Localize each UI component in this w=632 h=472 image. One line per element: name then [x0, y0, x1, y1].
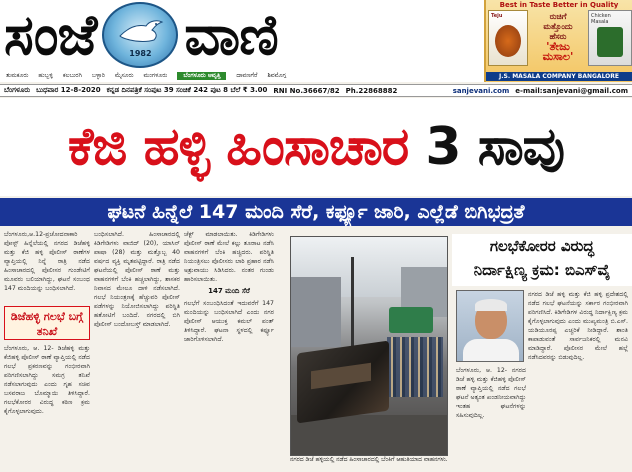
city-label: ಶಿವಮೊಗ್ಗ	[267, 71, 287, 79]
cm-story-lead-column	[456, 366, 526, 472]
masthead-title	[4, 2, 480, 68]
main-headline[interactable]	[0, 98, 632, 196]
masala-pack-image	[488, 10, 528, 66]
ad-line: ಮತ್ತೊಂದು	[543, 22, 573, 31]
city-label: ತುಮಕೂರು	[6, 71, 29, 79]
crowd-image	[387, 337, 443, 397]
article-text: ಬೆಂಗಳೂರು,ಆ.12-ಪ್ರಚೋದನಾಕಾರಿ ಪೋಸ್ಟ್ ಹಿನ್ನೆಲೆಯಲ್ಲಿ ನಗರದ ಡಿಜೆಹಳ್ಳಿ ಮತ್ತು ಕೆಜಿ ಹಳ್ಳಿ ಪೊಲೀಸ್ ಠಾಣೆಗಳ ವ್ಯಾಪ್ತಿಯಲ್ಲಿ ನಿನ್ನೆ ರಾತ್ರಿ ನಡೆದ ಹಿಂಸಾಚಾರದಲ್ಲಿ ಪೊಲೀಸರ ಗುಂಡೇಟಿಗೆ ಮೂವರು ಬಲಿಯಾಗಿದ್ದು, ಘಟನೆ ಸಂಬಂಧ 147 ಮಂದಿಯನ್ನು ಬಂಧಿಸಲಾಗಿದೆ.	[4, 231, 90, 292]
article-text: ಗಲಭೆಗೆ ಸಂಬಂಧಿಸಿದಂತೆ ಇದುವರೆಗೆ 147 ಮಂದಿಯನ್ನು ಬಂಧಿಸಲಾಗಿದೆ ಎಂದು ನಗರ ಪೊಲೀಸ್ ಆಯುಕ್ತ ಕಮಲ್ ಪಂತ್ ತಿಳಿಸಿದ್ದಾರೆ. ಘಟನಾ ಸ್ಥಳದಲ್ಲಿ ಕರ್ಫ್ಯೂ ಜಾರಿಗೊಳಿಸಲಾಗಿದೆ.	[184, 300, 274, 343]
rni-number: RNI No.36667/82	[273, 86, 340, 95]
dateline-city: ಬೆಂಗಳೂರು	[4, 86, 31, 94]
article-column-3	[184, 230, 274, 472]
edition-tag: ಬೆಂಗಳೂರು ಆವೃತ್ತಿ	[177, 72, 226, 80]
city-label: ಮೈಸೂರು	[114, 71, 134, 79]
cm-story-lead-text: ಬೆಂಗಳೂರು, ಆ. 12- ನಗರದ ಡಿಜೆ ಹಳ್ಳಿ ಮತ್ತು ಕೆಜಿಹಳ್ಳಿ ಪೊಲೀಸ್ ಠಾಣೆ ವ್ಯಾಪ್ತಿಯಲ್ಲಿ ನಡೆದ ಗಲಭೆ ಘಟನೆ ಅತ್ಯಂತ ಖಂಡನೀಯವಾಗಿದ್ದು ಇಂತಹ ಘಟನೆಗಳನ್ನು ಸಹಿಸುವುದಿಲ್ಲ.	[456, 367, 526, 419]
bus-image	[389, 307, 433, 333]
logo-year: 1982	[129, 49, 152, 58]
side-story-column	[4, 344, 90, 472]
city-label: ದಾವಣಗೆರೆ	[236, 71, 258, 79]
pack-graphic-icon	[495, 25, 521, 57]
dateline-details: ಕನ್ನಡ ದಿನಪತ್ರಿಕೆ ಸಂಪುಟ 39 ಸಂಚಿಕೆ 242 ಪುಟ 8 ಬೆಲೆ ₹ 3.00	[106, 86, 268, 94]
cm-portrait-photo	[456, 290, 524, 362]
dateline	[0, 84, 632, 97]
dove-logo-icon	[102, 2, 178, 68]
masthead-word-left: ಸಂಜೆ	[4, 2, 97, 68]
side-story-text: ಬೆಂಗಳೂರು, ಆ. 12- ಡಿಜೆಹಳ್ಳಿ ಮತ್ತು ಕೆಜಿಹಳ್ಳಿ ಪೊಲೀಸ್ ಠಾಣೆ ವ್ಯಾಪ್ತಿಯಲ್ಲಿ ನಡೆದ ಗಲಭೆ ಪ್ರಕರಣವನ್ನು ಗಂಭೀರವಾಗಿ ಪರಿಗಣಿಸಲಾಗಿದ್ದು ಸಮಗ್ರ ತನಿಖೆ ನಡೆಸಲಾಗುವುದು ಎಂದು ಗೃಹ ಸಚಿವ ಬಸವರಾಜ ಬೊಮ್ಮಾಯಿ ತಿಳಿಸಿದ್ದಾರೆ. ಗಲಭೆಕೋರರ ವಿರುದ್ಧ ಕಠಿಣ ಕ್ರಮ ಕೈಗೊಳ್ಳಲಾಗುವುದು.	[4, 345, 90, 415]
riot-scene-photo[interactable]	[290, 236, 448, 456]
cm-story-column	[528, 290, 628, 472]
city-label: ಕಲಬುರಗಿ	[62, 71, 82, 79]
ad-brand: 'ತೇಜು ಮಸಾಲ'	[542, 40, 574, 63]
pack-label: Teju	[491, 13, 503, 19]
masthead-cities	[6, 70, 482, 81]
website-link[interactable]: sanjevani.com	[452, 86, 510, 95]
city-label: ಹುಬ್ಬಳ್ಳಿ	[38, 71, 53, 79]
email-link[interactable]: e-mail:sanjevani@gmail.com	[515, 86, 628, 95]
subheadline-banner: ಘಟನೆ ಹಿನ್ನೆಲೆ 147 ಮಂದಿ ಸೆರೆ, ಕರ್ಫ್ಯೂ ಜಾರಿ, ಎಲ್ಲೆಡೆ ಬಿಗಿಭದ್ರತೆ	[0, 198, 632, 226]
pack2-graphic-icon	[597, 27, 623, 57]
pack2-label: Chicken Masala	[591, 13, 611, 25]
headline-red: ಕೆಜಿ ಹಳ್ಳಿ ಹಿಂಸಾಚಾರ	[67, 117, 426, 177]
article-text: ಬಂಧಿಸಲಾಗಿದೆ. ಹಿಂಸಾಚಾರದಲ್ಲಿ ಕಿಡಿಗೇಡಿಗಳು ವಾಜಿದ್ (20), ಯಾಸಿನ್ ಪಾಷಾ (28) ಮತ್ತು ಮತ್ತೊಬ್ಬ 40 ವರ್ಷದ ವ್ಯಕ್ತಿ ಮೃತಪಟ್ಟಿದ್ದಾರೆ. ರಾತ್ರಿ ನಡೆದ ಘಟನೆಯಲ್ಲಿ ಪೊಲೀಸ್ ಠಾಣೆ ಮತ್ತು ವಾಹನಗಳಿಗೆ ಬೆಂಕಿ ಹಚ್ಚಲಾಗಿದ್ದು, ಶಾಸಕರ ನಿವಾಸದ ಮೇಲೂ ದಾಳಿ ನಡೆಸಲಾಗಿದೆ. ಗಲಭೆ ನಿಯಂತ್ರಣಕ್ಕೆ ಹೆಚ್ಚುವರಿ ಪೊಲೀಸ್ ಪಡೆಗಳನ್ನು ನಿಯೋಜಿಸಲಾಗಿದ್ದು ಪರಿಸ್ಥಿತಿ ಹತೋಟಿಗೆ ಬಂದಿದೆ. ನಗರದಲ್ಲಿ ಬಿಗಿ ಪೊಲೀಸ್ ಬಂದೋಬಸ್ತ್ ಮಾಡಲಾಗಿದೆ.	[94, 231, 180, 328]
cm-story-text: ನಗರದ ಡಿಜೆ ಹಳ್ಳಿ ಮತ್ತು ಕೆಜಿ ಹಳ್ಳಿ ಪ್ರದೇಶದಲ್ಲಿ ನಡೆದ ಗಲಭೆ ಘಟನೆಯನ್ನು ಸರ್ಕಾರ ಗಂಭೀರವಾಗಿ ಪರಿಗಣಿಸಿದೆ. ಕಿಡಿಗೇಡಿಗಳ ವಿರುದ್ಧ ನಿರ್ದಾಕ್ಷಿಣ್ಯ ಕ್ರಮ ಕೈಗೊಳ್ಳಲಾಗುವುದು ಎಂದು ಮುಖ್ಯಮಂತ್ರಿ ಬಿ.ಎಸ್. ಯಡಿಯೂರಪ್ಪ ಎಚ್ಚರಿಕೆ ನೀಡಿದ್ದಾರೆ. ಶಾಂತಿ ಕಾಪಾಡುವಂತೆ ಸಾರ್ವಜನಿಕರಲ್ಲಿ ಮನವಿ ಮಾಡಿದ್ದಾರೆ. ಪೊಲೀಸರ ಮೇಲೆ ಹಲ್ಲೆ ನಡೆಸಿದವರನ್ನು ಬಿಡುವುದಿಲ್ಲ.	[528, 291, 628, 361]
city-label: ಮಂಗಳೂರು	[143, 71, 168, 79]
ad-company: J.S. MASALA COMPANY BANGALORE	[486, 72, 632, 81]
headline-black: 3 ಸಾವು	[425, 117, 565, 177]
city-label: ಬಳ್ಳಾರಿ	[91, 71, 105, 79]
cm-headline-line-2: ನಿರ್ದಾಕ್ಷಿಣ್ಯ ಕ್ರಮ: ಬಿಎಸ್‌ವೈ	[473, 261, 611, 279]
chicken-masala-pack-image	[588, 10, 632, 66]
side-story-headline[interactable]: ಡಿಜೆಹಳ್ಳಿ ಗಲಭೆ ಬಗ್ಗೆ ತನಿಖೆ	[4, 306, 90, 340]
phone-number: Ph.22868882	[345, 86, 398, 95]
dove-icon	[118, 18, 164, 46]
photo-caption: ನಗರದ ಡಿಜೆ ಹಳ್ಳಿಯಲ್ಲಿ ನಡೆದ ಹಿಂಸಾಚಾರದಲ್ಲಿ ಬೆಂಕಿಗೆ ಆಹುತಿಯಾದ ವಾಹನಗಳು.	[290, 456, 448, 463]
ad-tagline: Best in Taste Better in Quality	[499, 1, 619, 9]
headline-text	[68, 117, 564, 177]
ad-body	[488, 10, 632, 70]
ad-line: ಹೆಸರು	[549, 32, 567, 41]
ad-line: ರುಚಿಗೆ	[549, 12, 567, 21]
cm-story-headline[interactable]	[452, 234, 632, 286]
cm-headline-line-1: ಗಲಭೆಕೋರರ ವಿರುದ್ಧ	[489, 237, 595, 255]
article-column-2	[94, 230, 180, 472]
masala-advertisement[interactable]	[484, 0, 632, 82]
article-text: ಚೆಕ್ಟ್ ಮಾಡಲಾಯಿತು. ಕಿಡಿಗೇಡಿಗಳು ಪೊಲೀಸ್ ಠಾಣೆ ಮೇಲೆ ಕಲ್ಲು ತೂರಾಟ ನಡೆಸಿ ವಾಹನಗಳಿಗೆ ಬೆಂಕಿ ಹಚ್ಚಿದರು. ಪರಿಸ್ಥಿತಿ ನಿಯಂತ್ರಿಸಲು ಪೊಲೀಸರು ಲಾಠಿ ಪ್ರಹಾರ ನಡೆಸಿ ಅಶ್ರುವಾಯು ಸಿಡಿಸಿದರು. ನಂತರ ಗುಂಡು ಹಾರಿಸಲಾಯಿತು.	[184, 231, 274, 283]
masthead	[0, 0, 632, 82]
masthead-word-right: ವಾಣಿ	[184, 2, 278, 68]
ad-text	[530, 10, 586, 70]
dateline-date: ಬುಧವಾರ 12-8-2020	[36, 86, 101, 94]
column-subheading: 147 ಮಂದಿ ಸೆರೆ	[208, 287, 250, 295]
